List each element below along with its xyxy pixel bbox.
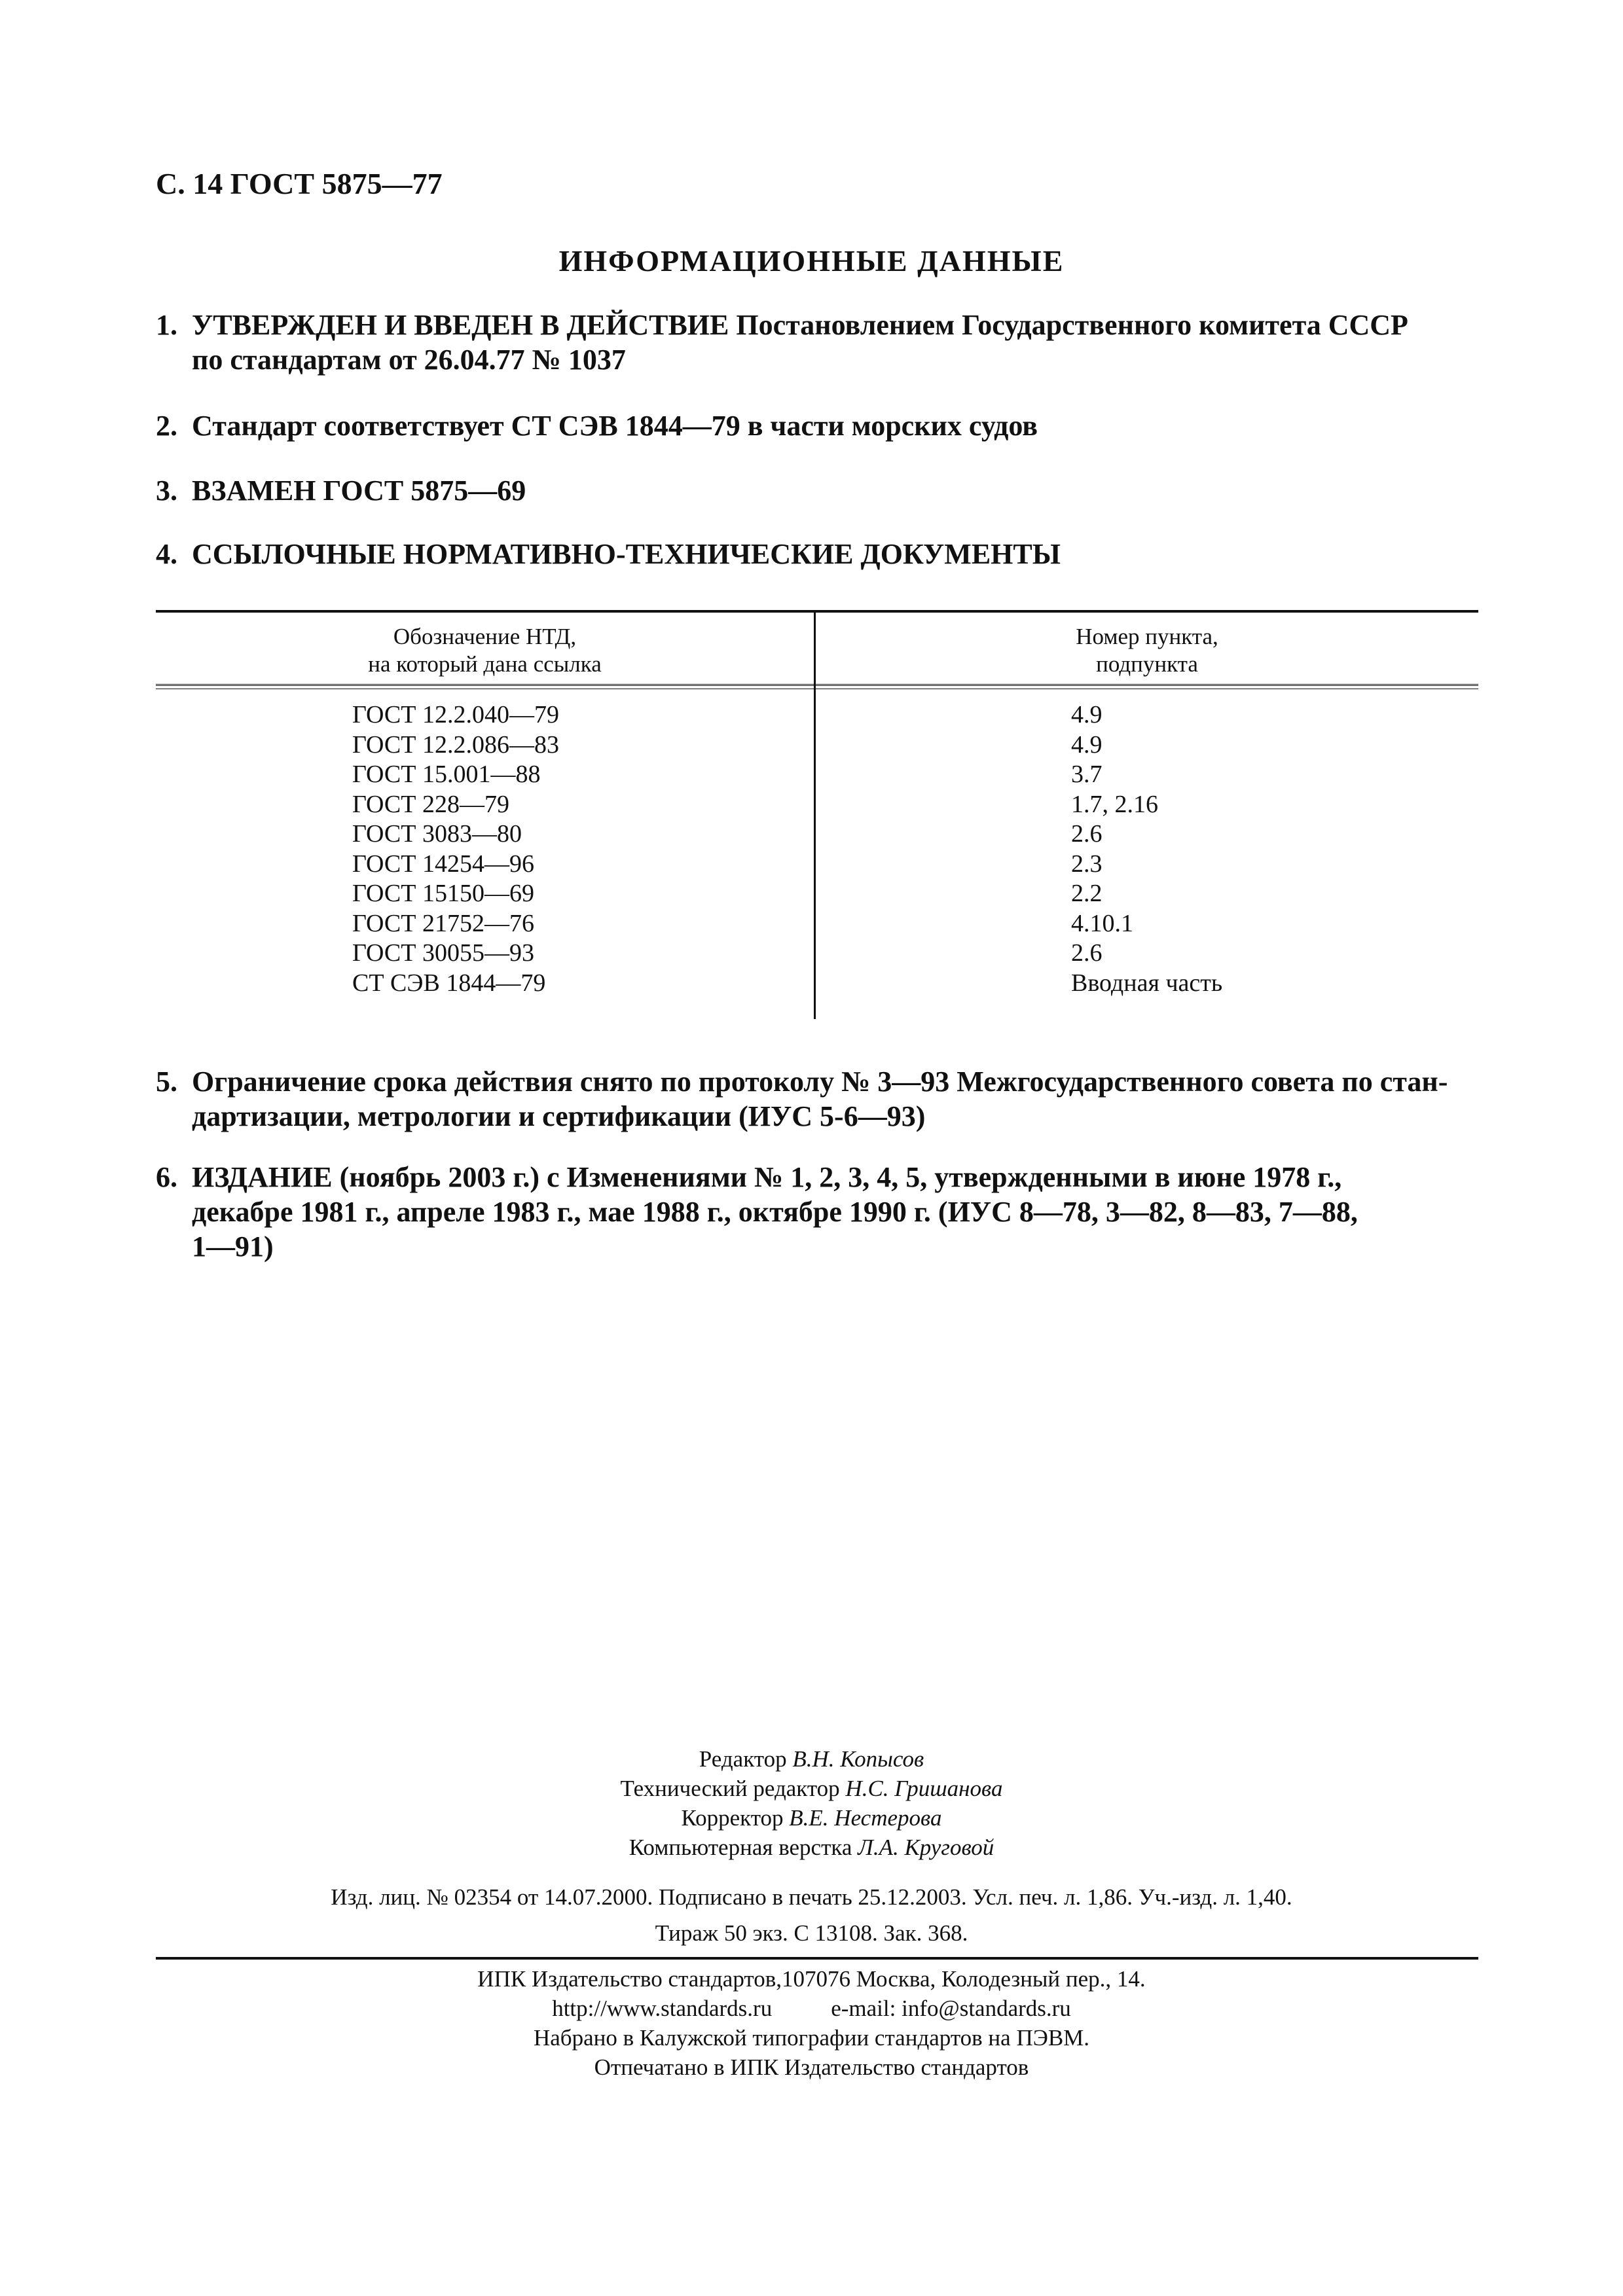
- table-cell-clause: 4.9: [1071, 701, 1103, 728]
- table-cell-designation: ГОСТ 21752—76: [352, 909, 534, 937]
- table-cell-clause: Вводная часть: [1071, 969, 1223, 997]
- table-header-designation: [156, 623, 814, 678]
- item-number: 6.: [156, 1161, 177, 1193]
- item-number: 5.: [156, 1066, 177, 1098]
- footer-rule: [156, 1957, 1478, 1960]
- publisher-typesetting: Набрано в Калужской типографии стандартов на ПЭВМ.: [533, 2025, 1090, 2051]
- item-line: УТВЕРЖДЕН И ВВЕДЕН В ДЕЙСТВИЕ Постановлением Государственного комитета СССР: [192, 309, 1408, 341]
- page-header: С. 14 ГОСТ 5875—77: [156, 167, 443, 200]
- header-line: Обозначение НТД,: [393, 624, 577, 649]
- info-item-4: [156, 537, 1478, 571]
- item-line: ССЫЛОЧНЫЕ НОРМАТИВНО-ТЕХНИЧЕСКИЕ ДОКУМЕНТЫ: [192, 538, 1061, 570]
- table-cell-designation: ГОСТ 12.2.086—83: [352, 730, 559, 759]
- item-line: Ограничение срока действия снято по протоколу № 3—93 Межгосударственного совета по стан-: [192, 1066, 1448, 1098]
- info-item-5: [156, 1064, 1478, 1134]
- header-line: подпункта: [1096, 651, 1198, 677]
- table-cell-designation: ГОСТ 15.001—88: [352, 761, 541, 788]
- references-table: [156, 610, 1478, 1019]
- table-cell-clause: 2.6: [1071, 820, 1103, 848]
- table-cell-clause: 4.10.1: [1071, 909, 1133, 937]
- item-line: ИЗДАНИЕ (ноябрь 2003 г.) с Изменениями № 1, 2, 3, 4, 5, утвержденными в июне 1978 г.,: [192, 1161, 1342, 1193]
- item-line: декабре 1981 г., апреле 1983 г., мае 1988 г., октябре 1990 г. (ИУС 8—78, 3—82, 8—83, 7—88,: [192, 1196, 1358, 1228]
- table-column-divider: [814, 610, 816, 1019]
- item-line: по стандартам от 26.04.77 № 1037: [192, 344, 626, 376]
- header-line: Номер пункта,: [1076, 624, 1218, 649]
- table-cell-clause: 2.6: [1071, 939, 1103, 967]
- designation-column: [352, 700, 559, 998]
- table-cell-designation: ГОСТ 15150—69: [352, 880, 534, 907]
- info-item-6: [156, 1160, 1478, 1264]
- publisher-printing: Отпечатано в ИПК Издательство стандартов: [594, 2054, 1029, 2080]
- table-cell-designation: ГОСТ 12.2.040—79: [352, 701, 559, 728]
- info-item-3: [156, 473, 1478, 508]
- item-number: 4.: [156, 538, 177, 570]
- publisher-block: [0, 1964, 1623, 2082]
- table-cell-clause: 4.9: [1071, 730, 1103, 759]
- item-number: 1.: [156, 309, 177, 341]
- imprint-block: [0, 1879, 1623, 1951]
- item-line: Стандарт соответствует СТ СЭВ 1844—79 в части морских судов: [192, 410, 1038, 442]
- table-top-rule: [156, 610, 1478, 613]
- item-number: 3.: [156, 475, 177, 507]
- publisher-url[interactable]: http://www.standards.ru: [552, 1996, 773, 2021]
- credit-layout: Компьютерная верстка Л.А. Круговой: [629, 1835, 994, 1860]
- imprint-line: Тираж 50 экз. С 13108. Зак. 368.: [655, 1920, 968, 1946]
- table-cell-designation: СТ СЭВ 1844—79: [352, 969, 546, 997]
- credit-editor: Редактор В.Н. Копысов: [699, 1746, 924, 1772]
- table-cell-designation: ГОСТ 228—79: [352, 790, 509, 818]
- table-cell-clause: 3.7: [1071, 761, 1103, 788]
- clause-column: [1071, 700, 1222, 998]
- info-item-1: [156, 308, 1478, 377]
- publisher-email[interactable]: e-mail: info@standards.ru: [831, 1996, 1071, 2021]
- table-cell-designation: ГОСТ 3083—80: [352, 820, 522, 848]
- header-line: на который дана ссылка: [368, 651, 602, 677]
- credit-tech-editor: Технический редактор Н.С. Гришанова: [620, 1776, 1003, 1801]
- table-cell-designation: ГОСТ 14254—96: [352, 850, 534, 878]
- table-cell-clause: 2.3: [1071, 850, 1103, 878]
- credit-proofreader: Корректор В.Е. Нестерова: [681, 1805, 942, 1831]
- document-title: ИНФОРМАЦИОННЫЕ ДАННЫЕ: [558, 244, 1065, 278]
- item-line: 1—91): [192, 1230, 274, 1263]
- table-header-clause: [816, 623, 1478, 678]
- table-header-rule: [156, 684, 1478, 689]
- info-item-2: [156, 408, 1478, 443]
- imprint-line: Изд. лиц. № 02354 от 14.07.2000. Подписано в печать 25.12.2003. Усл. печ. л. 1,86. Уч.-изд. л. 1,40.: [331, 1884, 1292, 1910]
- publisher-address: ИПК Издательство стандартов,107076 Москва, Колодезный пер., 14.: [477, 1966, 1146, 1992]
- table-cell-clause: 1.7, 2.16: [1071, 790, 1158, 818]
- item-line: дартизации, метрологии и сертификации (ИУС 5-6—93): [192, 1100, 926, 1132]
- publisher-contacts: [0, 1994, 1623, 2023]
- table-cell-designation: ГОСТ 30055—93: [352, 939, 534, 967]
- item-line: ВЗАМЕН ГОСТ 5875—69: [192, 475, 526, 507]
- credits-block: [0, 1744, 1623, 1862]
- table-cell-clause: 2.2: [1071, 880, 1103, 907]
- item-number: 2.: [156, 410, 177, 442]
